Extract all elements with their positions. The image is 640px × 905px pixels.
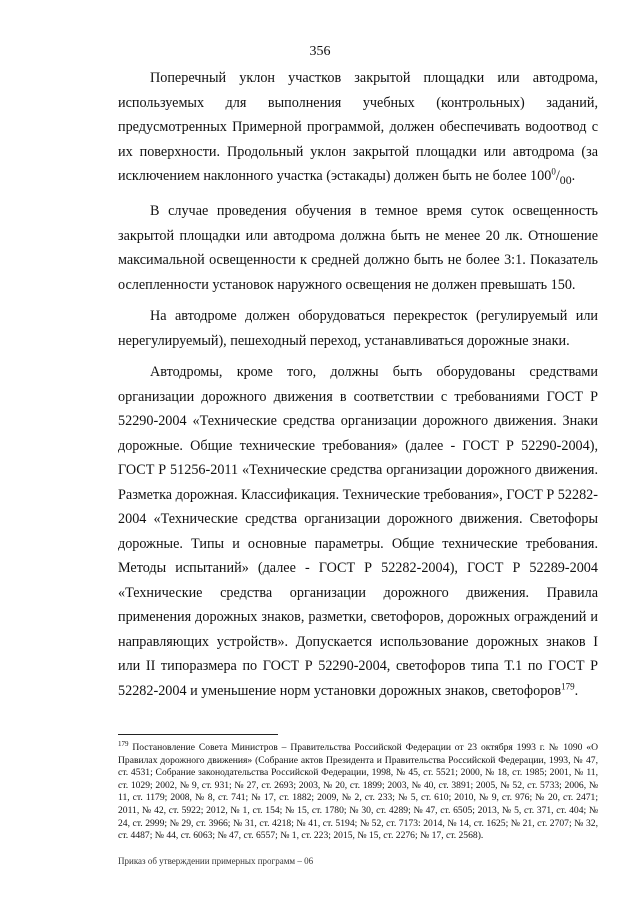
footnote-divider [118,734,278,735]
paragraph-lighting [118,199,598,297]
paragraph-intersection [118,304,598,353]
paragraph-traffic-control [118,360,598,703]
paragraph-text: Автодромы, кроме того, должны быть оборудованы средствами организации дорожного движения в соответствии с требованиями ГОСТ Р 52290-2004 «Технические средства организации дорожного движения. Знаки дорожные. Общие технические требования» (далее - ГОСТ Р 52290-2004), ГОСТ Р 51256-2011 «Технические средства организации дорожного движения. Разметка дорожная. Классификация. Технические требования», ГОСТ Р 52282-2004 «Технические средства организации дорожного движения. Светофоры дорожные. Типы и основные параметры. Общие технические требования. Методы испытаний» (далее - ГОСТ Р 52282-2004), ГОСТ Р 52289-2004 «Технические средства организации дорожного движения. Правила применения дорожных знаков, разметки, светофоров, дорожных ограждений и направляющих устройств». Допускается использование дорожных знаков I или II типоразмера по ГОСТ Р 52290-2004, светофоров типа Т.1 по ГОСТ Р 52282-2004 и уменьшение норм установки дорожных знаков, светофоров [118,364,598,699]
footnote-marker: 179 [118,739,129,748]
paragraph-slope [118,66,598,192]
footnote [118,739,598,843]
superscript: 0 [551,166,556,177]
page-number: 356 [309,44,331,59]
body-text [118,66,598,710]
sentence-end: . [571,168,576,184]
paragraph-text: В случае проведения обучения в темное время суток освещенность закрытой площадки или автодрома должна быть не менее 20 лк. Отношение максимальной освещенности к средней должно быть не более 3:1. Показатель ослепленности установок наружного освещения не должен превышать 150. [118,203,598,293]
paragraph-text: Поперечный уклон участков закрытой площадки или автодрома, используемых для выполнения учебных (контрольных) заданий, предусмотренных Примерной программой, должен обеспечивать водоотвод с их поверхности. Продольный уклон закрытой площадки или автодрома (за исключением наклонного участка (эстакады) должен быть не более 100 [118,70,598,184]
footnote-text: Постановление Совета Министров – Правительства Российской Федерации от 23 октября 1993 г. № 1090 «О Правилах дорожного движения» (Собрание актов Президента и Правительства Российской Федерации, 1993, № 47, ст. 4531; Собрание законодательства Российской Федерации, 1998, № 45, ст. 5521; 2000, № 18, ст. 1985; 2001, № 11, ст. 1029; 2002, № 9, ст. 931; № 27, ст. 2693; 2003, № 20, ст. 1899; 2003, № 40, ст. 3891; 2005, № 52, ст. 5733; 2006, № 11, ст. 1179; 2008, № 8, ст. 741; № 17, ст. 1882; 2009, № 2, ст. 233; № 5, ст. 610; 2010, № 9, ст. 976; № 20, ст. 2471; 2011, № 42, ст. 5922; 2012, № 1, ст. 154; № 15, ст. 1780; № 30, ст. 4289; № 47, ст. 6505; 2013, № 5, ст. 371, ст. 404; № 24, ст. 2999; № 29, ст. 3966; № 31, ст. 4218; № 41, ст. 5194; № 52, ст. 7173: 2014, № 14, ст. 1625; № 21, ст. 2707; № 32, ст. 4487; № 44, ст. 6063; № 47, ст. 6557; № 1, ст. 223; 2015, № 15, ст. 2276; № 17, ст. 2568). [118,742,598,842]
sentence-end: . [574,682,579,699]
fraction-slash: / [555,168,560,184]
subscript: 00 [559,172,572,187]
page-footer: Приказ об утверждении примерных программ – 06 [118,856,314,866]
footnote-reference[interactable]: 179 [561,681,575,692]
paragraph-text: На автодроме должен оборудоваться перекресток (регулируемый или нерегулируемый), пешеходный переход, устанавливаться дорожные знаки. [118,308,598,349]
